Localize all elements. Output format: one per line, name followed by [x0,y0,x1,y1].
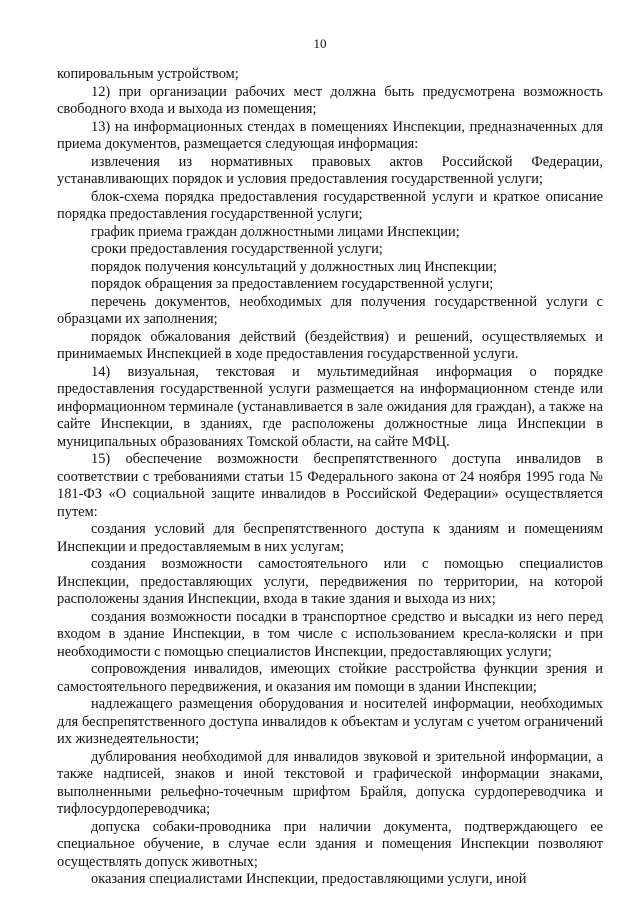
document-body [57,66,603,889]
paragraph-list-item: сроки предоставления государственной услуги; [91,241,383,257]
paragraph-list-item: создания возможности самостоятельного или с помощью специалистов Инспекции, предоставляющих услуги, передвижения по территории, на которой расположены здания Инспекции, входа в такие здания и выхода из них; [57,556,603,607]
paragraph-list-item: создания условий для беспрепятственного доступа к зданиям и помещениям Инспекции и предоставляемым в них услугам; [57,521,603,555]
paragraph-list-item: перечень документов, необходимых для получения государственной услуги с образцами их заполнения; [57,293,603,327]
paragraph-item-12: 12) при организации рабочих мест должна быть предусмотрена возможность свободного входа и выхода из помещения; [57,83,603,117]
paragraph-list-item: блок-схема порядка предоставления государственной услуги и краткое описание порядка предоставления государственной услуги; [57,188,603,222]
paragraph-list-item: порядок обжалования действий (бездействия) и решений, осуществляемых и принимаемых Инспекцией в ходе предоставления государственной услуги. [57,328,603,362]
paragraph-list-item: извлечения из нормативных правовых актов Российской Федерации, устанавливающих порядок и условия предоставления государственной услуги; [57,153,603,187]
paragraph-list-item: дублирования необходимой для инвалидов звуковой и зрительной информации, а также надписей, знаков и иной текстовой и графической информации знаками, выполненными рельефно-точечным шрифтом Брайля, допуска сурдопереводчика и тифлосурдопереводчика; [57,748,603,817]
paragraph-list-item: оказания специалистами Инспекции, предоставляющими услуги, иной [91,871,527,887]
paragraph-list-item: порядок обращения за предоставлением государственной услуги; [91,276,494,292]
paragraph-list-item: график приема граждан должностными лицами Инспекции; [91,223,460,240]
paragraph-list-item: надлежащего размещения оборудования и носителей информации, необходимых для беспрепятственного доступа инвалидов к объектам и услугам с учетом ограничений их жизнедеятельности; [57,696,603,747]
paragraph-list-item: допуска собаки-проводника при наличии документа, подтверждающего ее специальное обучение, в случае если здания и помещения Инспекции позволяют осуществлять допуск животных; [57,818,603,870]
paragraph-item-13: 13) на информационных стендах в помещениях Инспекции, предназначенных для приема документов, размещается следующая информация: [57,118,603,152]
paragraph-item-14: 14) визуальная, текстовая и мультимедийная информация о порядке предоставления государственной услуги размещается на информационном стенде или информационном терминале (устанавливается в зале ожидания для граждан), а также на сайте Инспекции, в зданиях, где расположены должностные лица Инспекции в муниципальных образованиях Томской области, на сайте МФЦ. [57,363,603,450]
paragraph-list-item: создания возможности посадки в транспортное средство и высадки из него перед входом в здание Инспекции, в том числе с использованием кресла-коляски и при необходимости с помощью специалистов Инспекции, предоставляющих услуги; [57,608,603,660]
paragraph-list-item: порядок получения консультаций у должностных лиц Инспекции; [91,258,497,275]
paragraph-item-15: 15) обеспечение возможности беспрепятственного доступа инвалидов в соответствии с требованиями статьи 15 Федерального закона от 24 ноября 1995 года № 181-ФЗ «О социальной защите инвалидов в Российской Федерации» осуществляется путем: [57,451,603,520]
paragraph-list-item: сопровождения инвалидов, имеющих стойкие расстройства функции зрения и самостоятельного передвижения, и оказания им помощи в здании Инспекции; [57,661,603,695]
page-number: 10 [313,36,327,51]
paragraph-continuation: копировальным устройством; [57,66,239,82]
